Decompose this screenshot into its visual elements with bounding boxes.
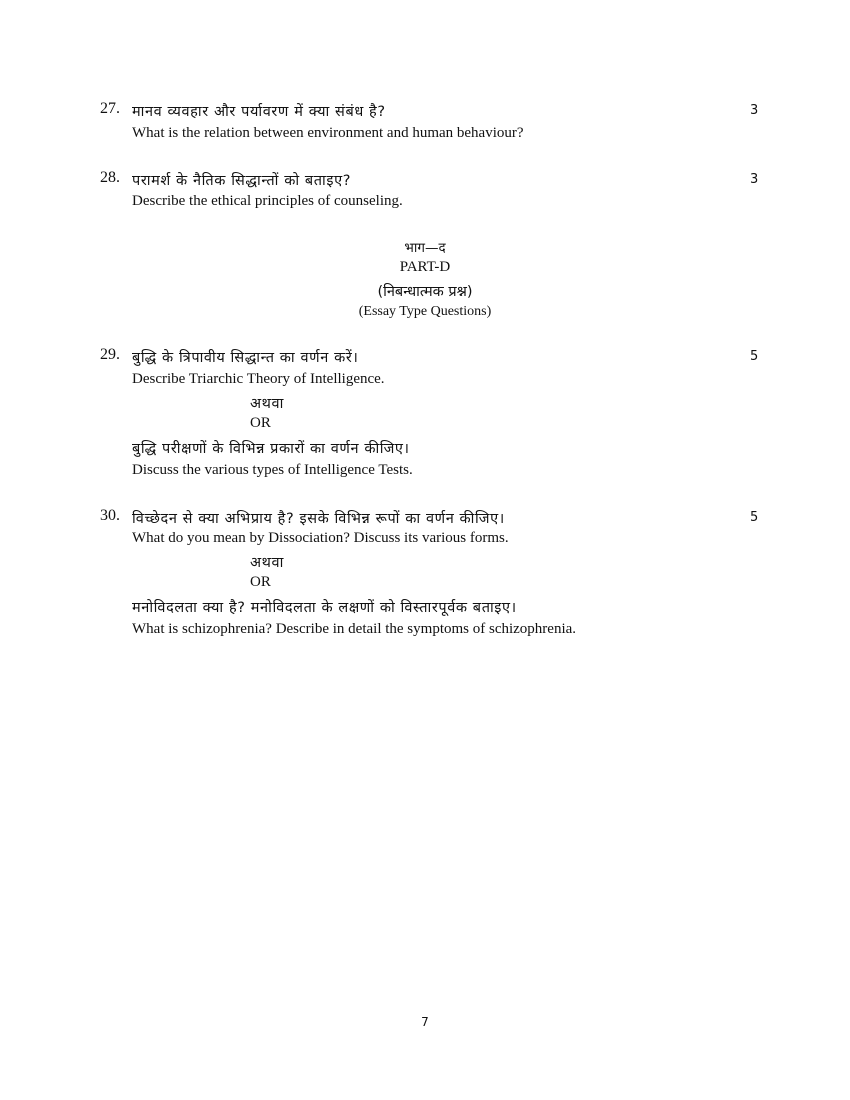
question-number: 29.: [100, 346, 120, 363]
section-subtitle-hindi: (निबन्धात्मक प्रश्न): [377, 284, 473, 300]
alt-question-english: Discuss the various types of Intelligence Tests.: [132, 462, 413, 478]
alt-question-hindi: मनोविदलता क्या है? मनोविदलता के लक्षणों को विस्तारपूर्वक बताइए।: [132, 600, 517, 616]
or-hindi: अथवा: [250, 555, 284, 571]
question-hindi: मानव व्यवहार और पर्यावरण में क्या संबंध है?: [132, 104, 386, 120]
or-english: OR: [250, 574, 271, 590]
alt-question-english: What is schizophrenia? Describe in detail the symptoms of schizophrenia.: [132, 621, 577, 637]
question-marks: 3: [750, 172, 759, 187]
question-english: Describe Triarchic Theory of Intelligence.: [132, 371, 385, 387]
page-number: 7: [421, 1015, 429, 1029]
section-subtitle-english: (Essay Type Questions): [358, 304, 492, 319]
or-hindi: अथवा: [250, 396, 284, 412]
question-hindi: बुद्धि के त्रिपावीय सिद्धान्त का वर्णन करें।: [132, 350, 359, 366]
question-english: Describe the ethical principles of counseling.: [132, 193, 403, 209]
question-marks: 5: [750, 349, 759, 364]
question-number: 27.: [100, 100, 120, 117]
question-english: What is the relation between environment and human behaviour?: [132, 125, 524, 141]
section-title-english: PART-D: [399, 259, 451, 275]
question-number: 30.: [100, 507, 120, 524]
question-hindi: विच्छेदन से क्या अभिप्राय है? इसके विभिन्न रूपों का वर्णन कीजिए।: [132, 511, 505, 527]
question-english: What do you mean by Dissociation? Discuss its various forms.: [132, 530, 509, 546]
question-marks: 5: [750, 510, 759, 525]
alt-question-hindi: बुद्धि परीक्षणों के विभिन्न प्रकारों का वर्णन कीजिए।: [132, 441, 410, 457]
question-hindi: परामर्श के नैतिक सिद्धान्तों को बताइए?: [132, 173, 352, 189]
section-title-hindi: भाग—द: [404, 240, 446, 256]
question-number: 28.: [100, 169, 120, 186]
or-english: OR: [250, 415, 271, 431]
question-marks: 3: [750, 103, 759, 118]
